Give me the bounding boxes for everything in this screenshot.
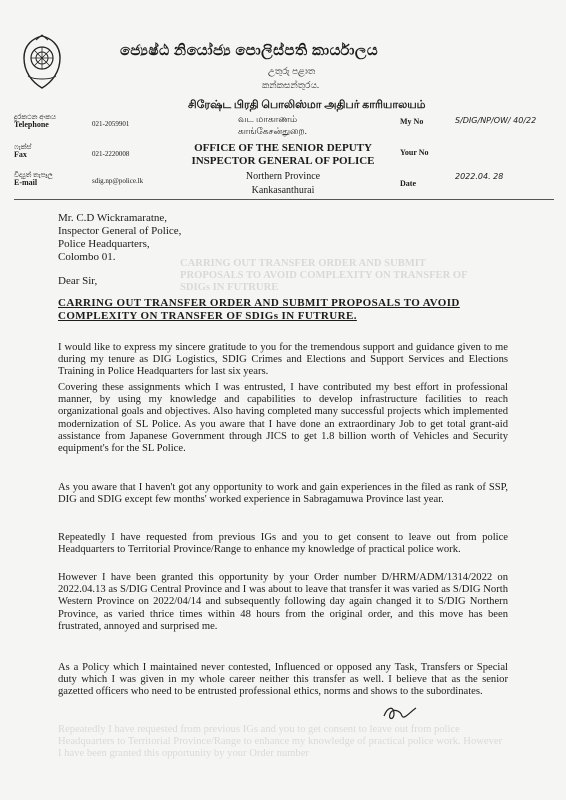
your-no-label-text: Your No [400, 148, 429, 157]
paragraph-2: Covering these assignments which I was entrusted, I have contributed my best effort in professional manner, by using my knowledge and capabilities to develop infrastructure facilities to reach organizational goals and objectives. Also having completed many successful projects which implemented modernization of SL Police. As you aware that I have done an extraordinary Job to get total grant-aid assistance from Japanese Government through JICS to get 1.8 billion worth of Vehicles and Security equipment's for the SL Police. [58, 382, 508, 455]
header-divider [14, 199, 554, 200]
my-no-label [400, 118, 423, 126]
office-title-line1: OFFICE OF THE SENIOR DEPUTY [194, 142, 372, 154]
fax-label-local: ෆැක්ස් [14, 143, 32, 151]
email-value: sdig.np@police.lk [92, 177, 144, 185]
date-label [400, 180, 416, 188]
subject-line: CARRING OUT TRANSFER ORDER AND SUBMIT PROPOSALS TO AVOID COMPLEXITY ON TRANSFER OF SDIGs IN FUTRURE. [58, 297, 460, 322]
addressee-name: Mr. C.D Wickramaratne, [58, 212, 168, 224]
letterhead-sinhala-province: උතුරු පළාත [268, 66, 316, 76]
office-city: Kankasanthurai [251, 185, 315, 196]
paragraph-4: Repeatedly I have requested from previous IGs and you to get consent to leave out from police Headquarters to Territorial Province/Range to enhance my knowledge of practical police work. [58, 532, 508, 556]
telephone-label-local: දුරකථන අංකය [14, 113, 56, 121]
email-label-en: E-mail [14, 178, 38, 187]
paragraph-1: I would like to express my sincere gratitude to you for the tremendous support and guidance given to me during my tenure as DIG Logistics, SDIG Crimes and Elections and Support Services and Elections Training in Police Headquarters for last six years. [58, 342, 508, 378]
contact-telephone-label [14, 113, 56, 129]
letterhead-sinhala-city: කන්කසන්තුරය. [262, 80, 320, 90]
paragraph-3: As you aware that I haven't got any opportunity to work and gain experiences in the filed as rank of SSP, DIG and SDIG except few months' worked experience in Sabragamuwa Province last year. [58, 482, 508, 506]
police-emblem-icon [20, 34, 64, 90]
letterhead-tamil-city: காங்கேசன்துறை. [238, 126, 307, 136]
bleedthrough-heading: CARRING OUT TRANSFER ORDER AND SUBMIT PROPOSALS TO AVOID COMPLEXITY ON TRANSFER OF SDIGs IN FUTRURE [180, 258, 468, 294]
addressee-office: Police Headquarters, [58, 238, 150, 250]
my-no-label-text: My No [400, 117, 424, 126]
office-province: Northern Province [245, 171, 321, 182]
date-label-text: Date [400, 179, 416, 188]
initials-signature [380, 702, 420, 724]
fax-value: 021-2220008 [92, 150, 130, 158]
contact-fax-label [14, 143, 31, 159]
salutation: Dear Sir, [58, 275, 98, 287]
letterhead-tamil-province: வட மாகாணம் [238, 114, 298, 124]
paragraph-6: As a Policy which I maintained never contested, Influenced or opposed any Task, Transfers or Special duty which I was given in my whole career neither this transfer as well. I believe that as the senior gazetted officers who need to be entrusted professional ethics, norms and shows to the subordinates. [58, 662, 508, 698]
contact-email-label [14, 171, 53, 187]
your-no-label [400, 149, 429, 157]
bleedthrough-text: Repeatedly I have requested from previous IGs and you to get consent to leave out from police Headquarters to Territorial Province/Range to enhance my knowledge of practical police work. However I have been granted this opportunity by your Order number [58, 724, 503, 760]
office-title-line2: INSPECTOR GENERAL OF POLICE [191, 155, 375, 167]
paragraph-5: However I have been granted this opportunity by your Order number D/HRM/ADM/1314/2022 on 2022.04.13 as S/DIG Central Province and I was about to leave that transfer it was varied as S/DIG North Western Province on 2022/04/14 and subsequently following day again changed it to S/DIG Northern Province, as varied thrice times within 48 hours from the original order, and this move has been frustrated, annoyed and surprised me. [58, 572, 508, 632]
telephone-value: 021-2059901 [92, 120, 130, 128]
my-no-value [455, 116, 536, 125]
addressee-city: Colombo 01. [58, 251, 116, 263]
my-no-value-text: S/DIG/NP/OW/ 40/22 [455, 116, 537, 125]
telephone-label-en: Telephone [14, 120, 49, 129]
letterhead-tamil-title: சிரேஷ்ட பிரதி பொலிஸ்மா அதிபர் காரியாலயம் [188, 99, 426, 111]
addressee-title: Inspector General of Police, [58, 225, 182, 237]
date-value-text: 2022.04. 28 [455, 172, 504, 181]
addressee-block [58, 212, 181, 264]
email-label-local: විද්‍යුත් තැපෑල [14, 171, 53, 179]
date-value [455, 172, 503, 181]
fax-label-en: Fax [14, 150, 27, 159]
letterhead-sinhala-title: ජ්‍යෙෂ්ඨ නියෝජ්‍ය පොලිස්පති කාර්යාලය [120, 43, 379, 59]
